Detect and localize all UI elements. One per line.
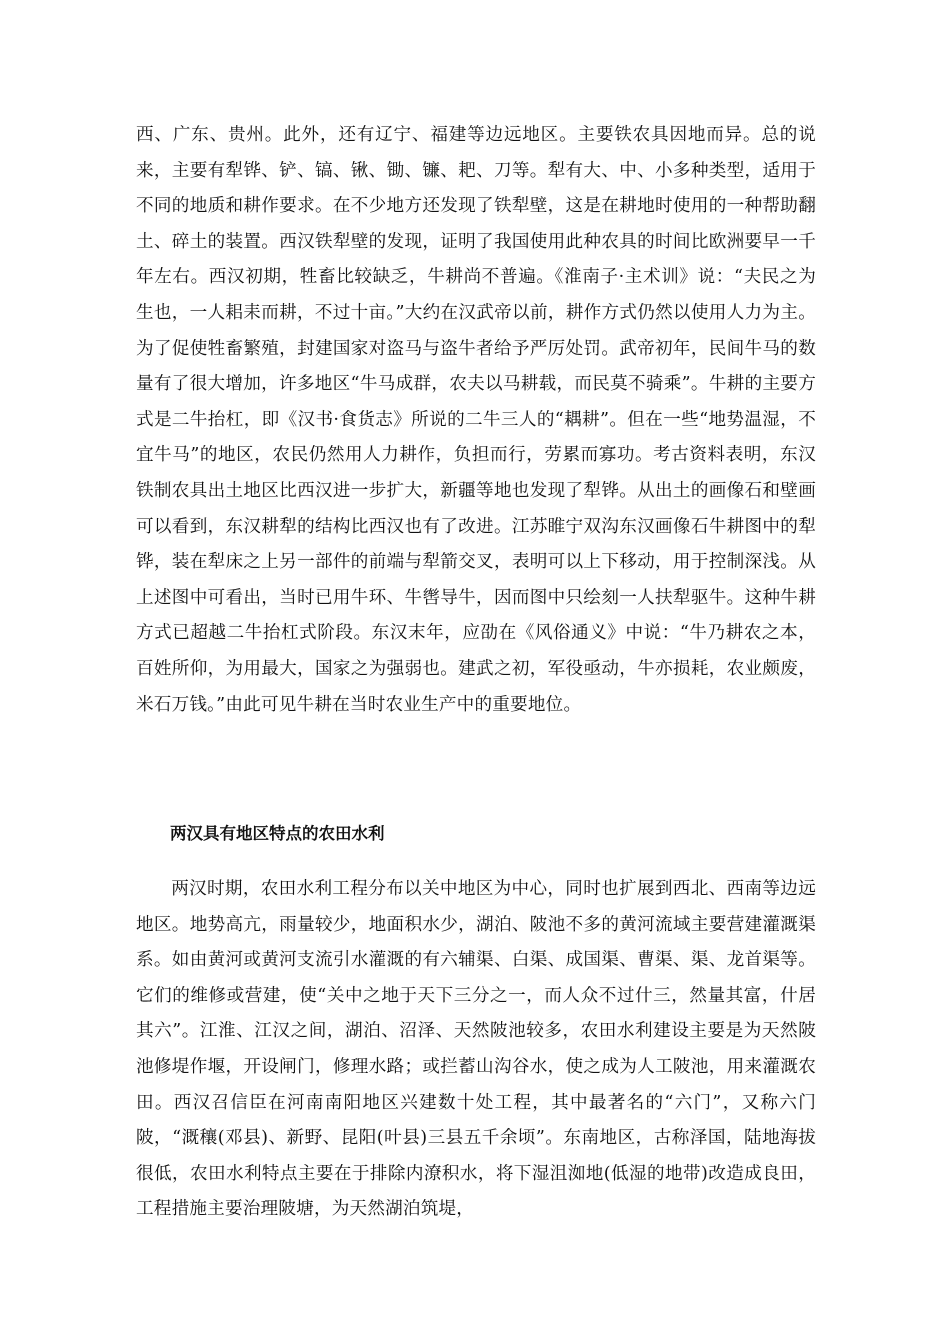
body-paragraph-1 [136, 118, 816, 723]
paragraph-text: 两汉时期，农田水利工程分布以关中地区为中心，同时也扩展到西北、西南等边远地区。地势高亢，雨量较少，地面积水少，湖泊、陂池不多的黄河流域主要营建灌溉渠系。如由黄河或黄河支流引水灌溉的有六辅渠、白渠、成国渠、曹渠、渠、龙首渠等。它们的维修或营建，使“关中之地于天下三分之一，而人众不过什三，然量其富，什居其六”。江淮、江汉之间，湖泊、沼泽、天然陂池较多，农田水利建设主要是为天然陂池修堤作堰，开设闸门，修理水路；或拦蓄山沟谷水，使之成为人工陂池，用来灌溉农田。西汉召信臣在河南南阳地区兴建数十处工程，其中最著名的“六门”，又称六门陂，“溉穰(邓县)、新野、昆阳(叶县)三县五千余顷”。东南地区，古称泽国，陆地海拔很低，农田水利特点主要在于排除内潦积水，将下湿沮洳地(低湿的地带)改造成良田，工程措施主要治理陂塘，为天然湖泊筑堤， [136, 879, 816, 1220]
body-paragraph-2 [136, 872, 816, 1228]
paragraph-text: 西、广东、贵州。此外，还有辽宁、福建等边远地区。主要铁农具因地而异。总的说来，主要有犁铧、铲、镐、锹、锄、镰、耙、刀等。犁有大、中、小多种类型，适用于不同的地质和耕作要求。在不少地方还发现了铁犁壁，这是在耕地时使用的一种帮助翻土、碎土的装置。西汉铁犁壁的发现，证明了我国使用此种农具的时间比欧洲要早一千年左右。西汉初期，牲畜比较缺乏，牛耕尚不普遍。《淮南子·主术训》说：“夫民之为生也，一人耜耒而耕，不过十亩。”大约在汉武帝以前，耕作方式仍然以使用人力为主。为了促使牲畜繁殖，封建国家对盗马与盗牛者给予严厉处罚。武帝初年，民间牛马的数量有了很大增加，许多地区“牛马成群，农夫以马耕载，而民莫不骑乘”。牛耕的主要方式是二牛抬杠，即《汉书·食货志》所说的二牛三人的“耦耕”。但在一些“地势温湿，不宜牛马”的地区，农民仍然用人力耕作，负担而行，劳累而寡功。考古资料表明，东汉铁制农具出土地区比西汉进一步扩大，新疆等地也发现了犁铧。从出土的画像石和壁画可以看到，东汉耕犁的结构比西汉也有了改进。江苏睢宁双沟东汉画像石牛耕图中的犁铧，装在犁床之上另一部件的前端与犁箭交叉，表明可以上下移动，用于控制深浅。从上述图中可看出，当时已用牛环、牛辔导牛，因而图中只绘刻一人扶犁驱牛。这种牛耕方式已超越二牛抬杠式阶段。东汉末年，应劭在《风俗通义》中说：“牛乃耕农之本，百姓所仰，为用最大，国家之为强弱也。建武之初，军役亟动，牛亦损耗，农业颇废，米石万钱。”由此可见牛耕在当时农业生产中的重要地位。 [136, 125, 816, 715]
section-heading: 两汉具有地区特点的农田水利 [170, 824, 385, 843]
